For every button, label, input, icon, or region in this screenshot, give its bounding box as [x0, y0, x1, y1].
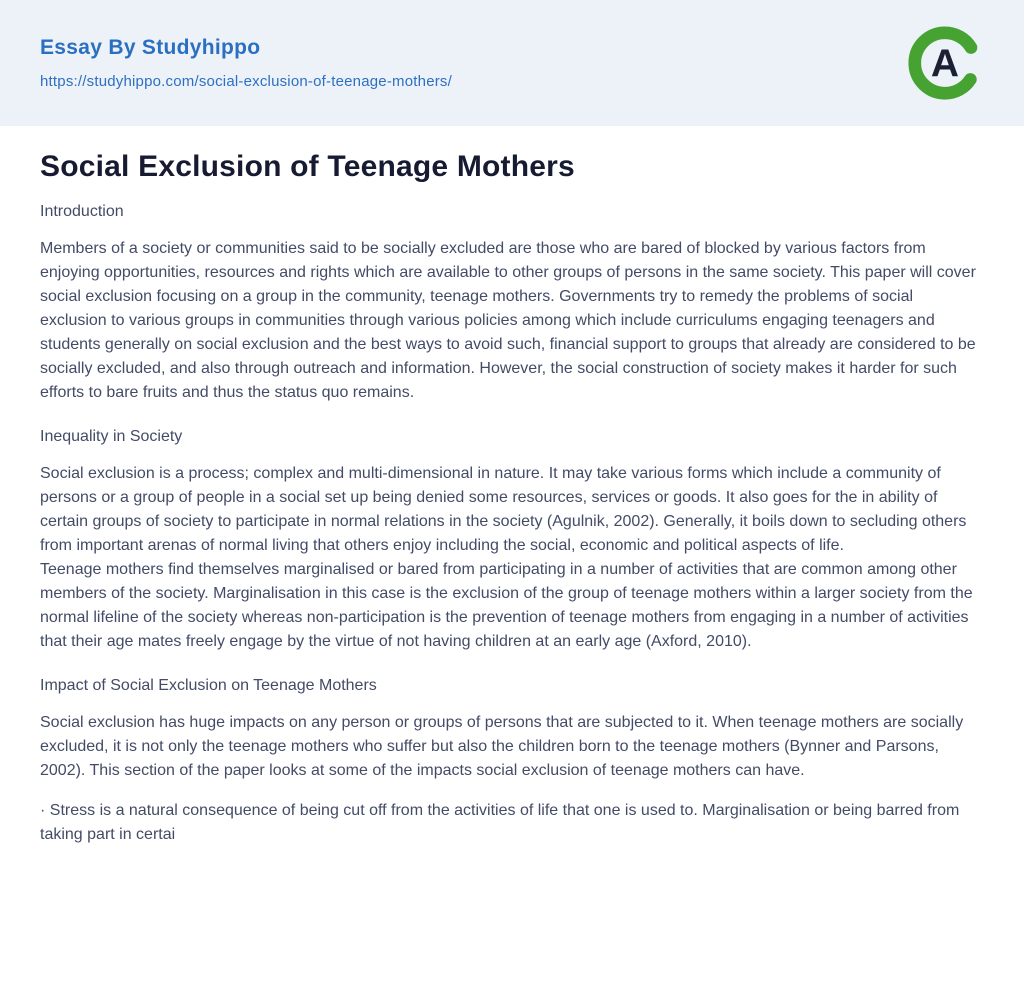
source-url-link[interactable]: https://studyhippo.com/social-exclusion-of-teenage-mothers/ [40, 73, 452, 90]
paragraph-bullet: · Stress is a natural consequence of being cut off from the activities of life that one is used to. Marginalisation or being barred from taking part in certai [40, 802, 960, 843]
paragraph: Members of a society or communities said to be socially excluded are those who are bared of blocked by various factors from enjoying opportunities, resources and rights which are available to other groups of persons in the same society. This paper will cover social exclusion focusing on a group in the community, teenage mothers. Governments try to remedy the problems of social exclusion to various groups in communities through various policies among which include curriculums engaging teenagers and students generally on social exclusion and the best ways to avoid such, financial support to groups that already are considered to be socially excluded, and also through outreach and information. However, the social construction of society makes it harder for such efforts to bare fruits and thus the status quo remains. [40, 240, 976, 401]
site-title: Essay By Studyhippo [40, 36, 261, 59]
article-title: Social Exclusion of Teenage Mothers [40, 150, 575, 183]
paragraph: Social exclusion is a process; complex and multi-dimensional in nature. It may take various forms which include a community of persons or a group of people in a social set up being denied some resources, services or goods. It also goes for the in ability of certain groups of society to participate in normal relations in the society (Agulnik, 2002). Generally, it boils down to secluding others from important arenas of normal living that others enjoy including the social, economic and political aspects of life. [40, 465, 967, 554]
header-text-block [40, 36, 452, 90]
section-heading-introduction: Introduction [40, 203, 124, 220]
logo-letter: A [930, 42, 960, 86]
studyhippo-logo-icon [906, 24, 984, 102]
site-header [0, 0, 1024, 126]
section-heading-impact: Impact of Social Exclusion on Teenage Mothers [40, 677, 377, 694]
studyhippo-logo[interactable] [906, 24, 984, 102]
section-heading-inequality: Inequality in Society [40, 428, 183, 445]
article-content [0, 126, 1024, 847]
paragraph: Social exclusion has huge impacts on any person or groups of persons that are subjected to it. When teenage mothers are socially excluded, it is not only the teenage mothers who suffer but also the children born to the teenage mothers (Bynner and Parsons, 2002). This section of the paper looks at some of the impacts social exclusion of teenage mothers can have. [40, 714, 964, 779]
paragraph: Teenage mothers find themselves marginalised or bared from participating in a number of activities that are common among other members of the society. Marginalisation in this case is the exclusion of the group of teenage mothers within a larger society from the normal lifeline of the society whereas non-participation is the prevention of teenage mothers from engaging in a number of activities that their age mates freely engage by the virtue of not having children at an early age (Axford, 2010). [40, 561, 973, 650]
